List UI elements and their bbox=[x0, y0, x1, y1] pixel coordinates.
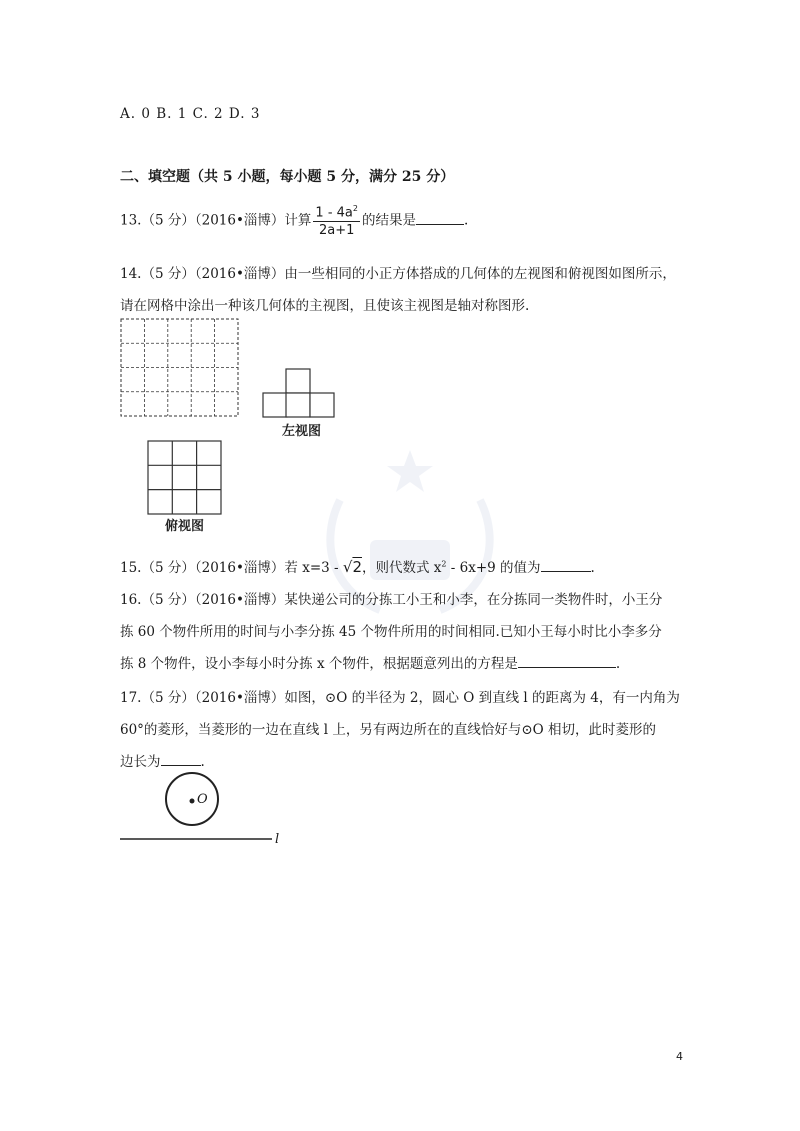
section-heading: 二、填空题（共 5 小题，每小题 5 分，满分 25 分） bbox=[120, 169, 455, 185]
q13-frac-denominator: 2a+1 bbox=[319, 223, 355, 239]
answer-choices: A. 0 B. 1 C. 2 D. 3 bbox=[120, 106, 261, 122]
q16-line1: 16.（5 分）（2016•淄博）某快递公司的分拣工小王和小李，在分拣同一类物件时，小王分 bbox=[120, 592, 663, 608]
answer-grid[interactable] bbox=[120, 318, 240, 418]
circle-center-label: O bbox=[197, 792, 208, 807]
left-view-caption: 左视图 bbox=[282, 424, 322, 439]
q16-line3: 拣 8 个物件，设小李每小时分拣 x 个物件，根据题意列出的方程是 bbox=[120, 656, 518, 672]
q13-fraction bbox=[313, 204, 360, 238]
line-l-label: l bbox=[275, 832, 280, 847]
q16-line2: 拣 60 个物件所用的时间与小李分拣 45 个物件所用的时间相同.已知小王每小时比小李多分 bbox=[120, 624, 662, 640]
q15-answer-blank[interactable] bbox=[541, 559, 591, 572]
q13-suffix: 的结果是 bbox=[361, 212, 416, 229]
q17-line2: 60°的菱形，当菱形的一边在直线 l 上，另有两边所在的直线恰好与⊙O 相切，此时菱形的 bbox=[120, 722, 656, 738]
left-view-figure bbox=[262, 368, 336, 418]
top-view-caption: 俯视图 bbox=[165, 519, 205, 534]
q13-prefix: 13.（5 分）（2016•淄博）计算 bbox=[120, 212, 312, 229]
q15-middle: ，则代数式 x bbox=[361, 560, 442, 576]
q16-answer-blank[interactable] bbox=[518, 655, 616, 668]
circle-center-dot bbox=[190, 799, 195, 804]
circle-line-figure bbox=[118, 768, 298, 850]
question-16-line3: 拣 8 个物件，设小李每小时分拣 x 个物件，根据题意列出的方程是 . bbox=[120, 656, 621, 672]
q15-exponent: 2 bbox=[441, 559, 447, 569]
top-view-figure bbox=[147, 440, 223, 516]
q15-sqrt-radicand: 2 bbox=[352, 558, 362, 576]
q17-line1: 17.（5 分）（2016•淄博）如图，⊙O 的半径为 2，圆心 O 到直线 l 的距离为 4，有一内角为 bbox=[120, 690, 680, 706]
grid-lines bbox=[121, 319, 238, 416]
q14-line1: 14.（5 分）（2016•淄博）由一些相同的小正方体搭成的几何体的左视图和俯视图如图所示， bbox=[120, 266, 676, 282]
q17-answer-blank[interactable] bbox=[161, 753, 201, 766]
q13-answer-blank[interactable] bbox=[416, 212, 464, 225]
q17-line3: 边长为 bbox=[120, 754, 161, 770]
q13-frac-exponent: 2 bbox=[352, 204, 358, 213]
q15-rest: - 6x+9 的值为 bbox=[446, 560, 541, 576]
page-number: 4 bbox=[676, 1050, 683, 1063]
q13-frac-numerator: 1 - 4a bbox=[315, 205, 353, 221]
question-17-line3: 边长为 . bbox=[120, 754, 205, 770]
question-13: 13.（5 分）（2016•淄博）计算 $\frac{1 - 4a^2}{2a+1}$ 的结果是 . bbox=[120, 204, 469, 239]
q15-prefix: 15.（5 分）（2016•淄博）若 x=3 - bbox=[120, 560, 343, 576]
q15-sqrt: √2 bbox=[342, 558, 362, 576]
question-15: 15.（5 分）（2016•淄博）若 x=3 - √2，则代数式 $x^2 - 6x+9$ 的值为 . bbox=[120, 558, 595, 576]
q14-line2: 请在网格中涂出一种该几何体的主视图，且使该主视图是轴对称图形. bbox=[120, 298, 530, 314]
